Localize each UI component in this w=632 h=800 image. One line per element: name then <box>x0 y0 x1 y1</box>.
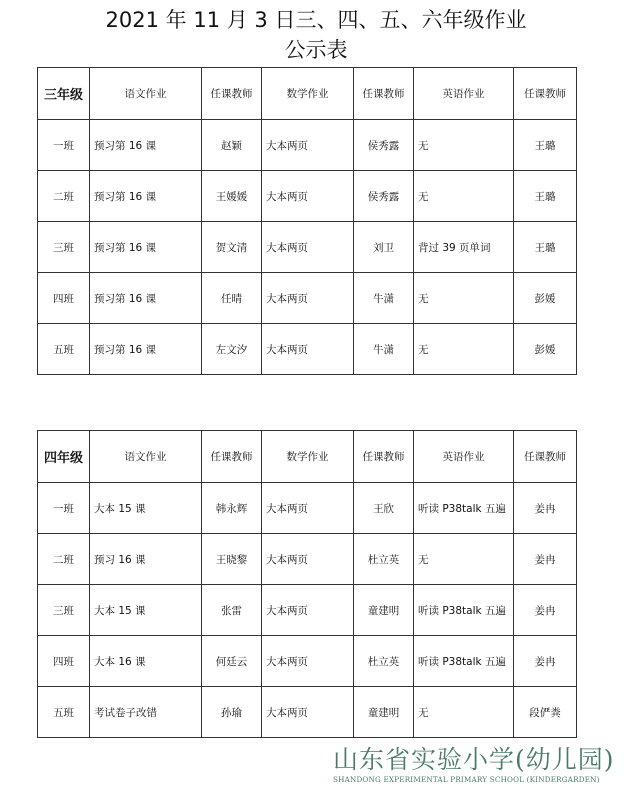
page-subtitle: 公示表 <box>284 38 348 62</box>
chinese-homework-cell: 预习第 16 课 <box>90 120 202 171</box>
english-homework-cell: 无 <box>414 324 514 375</box>
grade3-table <box>37 67 577 375</box>
table-row <box>38 273 577 324</box>
chinese-homework-cell: 大本 16 课 <box>90 636 202 687</box>
teacher-cell: 姜冉 <box>514 483 577 534</box>
teacher-cell: 彭媛 <box>514 273 577 324</box>
class-cell: 一班 <box>38 483 90 534</box>
class-cell: 二班 <box>38 534 90 585</box>
table-row <box>38 534 577 585</box>
header-teacher: 任课教师 <box>354 431 414 483</box>
header-teacher: 任课教师 <box>354 68 414 120</box>
chinese-homework-cell: 预习 16 课 <box>90 534 202 585</box>
teacher-cell: 杜立英 <box>354 636 414 687</box>
table-row <box>38 222 577 273</box>
teacher-cell: 姜冉 <box>514 534 577 585</box>
table-row <box>38 120 577 171</box>
table-row <box>38 687 577 738</box>
teacher-cell: 王媛媛 <box>202 171 262 222</box>
header-english-homework: 英语作业 <box>414 431 514 483</box>
teacher-cell: 王璐 <box>514 222 577 273</box>
teacher-cell: 牛潇 <box>354 324 414 375</box>
class-cell: 三班 <box>38 585 90 636</box>
teacher-cell: 何廷云 <box>202 636 262 687</box>
english-homework-cell: 无 <box>414 171 514 222</box>
teacher-cell: 孙瑜 <box>202 687 262 738</box>
class-cell: 一班 <box>38 120 90 171</box>
grade-label: 四年级 <box>38 431 90 483</box>
table-row <box>38 324 577 375</box>
math-homework-cell: 大本两页 <box>262 687 354 738</box>
english-homework-cell: 听读 P38talk 五遍 <box>414 585 514 636</box>
chinese-homework-cell: 大本 15 课 <box>90 483 202 534</box>
header-teacher: 任课教师 <box>202 431 262 483</box>
teacher-cell: 彭媛 <box>514 324 577 375</box>
page-title: 2021 年 11 月 3 日三、四、五、六年级作业 <box>105 8 527 32</box>
table-row <box>38 483 577 534</box>
school-name-english: SHANDONG EXPERIMENTAL PRIMARY SCHOOL (KINDERGARDEN) <box>333 775 600 784</box>
header-chinese-homework: 语文作业 <box>90 68 202 120</box>
teacher-cell: 侯秀露 <box>354 171 414 222</box>
teacher-cell: 王晓黎 <box>202 534 262 585</box>
math-homework-cell: 大本两页 <box>262 171 354 222</box>
teacher-cell: 张雷 <box>202 585 262 636</box>
teacher-cell: 王璐 <box>514 171 577 222</box>
teacher-cell: 牛潇 <box>354 273 414 324</box>
teacher-cell: 韩永辉 <box>202 483 262 534</box>
table-row <box>38 585 577 636</box>
math-homework-cell: 大本两页 <box>262 534 354 585</box>
teacher-cell: 童建明 <box>354 585 414 636</box>
table-header-row <box>38 68 577 120</box>
school-name-chinese: 山东省实验小学(幼儿园) <box>333 745 615 774</box>
chinese-homework-cell: 考试卷子改错 <box>90 687 202 738</box>
header-math-homework: 数学作业 <box>262 431 354 483</box>
english-homework-cell: 无 <box>414 534 514 585</box>
header-teacher: 任课教师 <box>514 431 577 483</box>
table-header-row <box>38 431 577 483</box>
math-homework-cell: 大本两页 <box>262 120 354 171</box>
teacher-cell: 杜立英 <box>354 534 414 585</box>
english-homework-cell: 无 <box>414 687 514 738</box>
class-cell: 四班 <box>38 273 90 324</box>
chinese-homework-cell: 预习第 16 课 <box>90 222 202 273</box>
grade4-table <box>37 430 577 738</box>
chinese-homework-cell: 预习第 16 课 <box>90 324 202 375</box>
teacher-cell: 刘卫 <box>354 222 414 273</box>
math-homework-cell: 大本两页 <box>262 483 354 534</box>
class-cell: 五班 <box>38 324 90 375</box>
english-homework-cell: 无 <box>414 273 514 324</box>
english-homework-cell: 听读 P38talk 五遍 <box>414 483 514 534</box>
grade-label: 三年级 <box>38 68 90 120</box>
header-teacher: 任课教师 <box>202 68 262 120</box>
teacher-cell: 赵颖 <box>202 120 262 171</box>
chinese-homework-cell: 大本 15 课 <box>90 585 202 636</box>
chinese-homework-cell: 预习第 16 课 <box>90 171 202 222</box>
teacher-cell: 童建明 <box>354 687 414 738</box>
teacher-cell: 左文汐 <box>202 324 262 375</box>
header-teacher: 任课教师 <box>514 68 577 120</box>
school-logo-watermark <box>333 745 623 785</box>
math-homework-cell: 大本两页 <box>262 222 354 273</box>
class-cell: 三班 <box>38 222 90 273</box>
teacher-cell: 王欣 <box>354 483 414 534</box>
chinese-homework-cell: 预习第 16 课 <box>90 273 202 324</box>
math-homework-cell: 大本两页 <box>262 636 354 687</box>
class-cell: 五班 <box>38 687 90 738</box>
class-cell: 二班 <box>38 171 90 222</box>
math-homework-cell: 大本两页 <box>262 585 354 636</box>
english-homework-cell: 背过 39 页单词 <box>414 222 514 273</box>
teacher-cell: 段俨粪 <box>514 687 577 738</box>
teacher-cell: 任晴 <box>202 273 262 324</box>
teacher-cell: 贺文清 <box>202 222 262 273</box>
english-homework-cell: 无 <box>414 120 514 171</box>
header-math-homework: 数学作业 <box>262 68 354 120</box>
table-row <box>38 171 577 222</box>
math-homework-cell: 大本两页 <box>262 273 354 324</box>
teacher-cell: 姜冉 <box>514 585 577 636</box>
header-chinese-homework: 语文作业 <box>90 431 202 483</box>
header-english-homework: 英语作业 <box>414 68 514 120</box>
teacher-cell: 姜冉 <box>514 636 577 687</box>
english-homework-cell: 听读 P38talk 五遍 <box>414 636 514 687</box>
math-homework-cell: 大本两页 <box>262 324 354 375</box>
class-cell: 四班 <box>38 636 90 687</box>
teacher-cell: 侯秀露 <box>354 120 414 171</box>
teacher-cell: 王璐 <box>514 120 577 171</box>
table-row <box>38 636 577 687</box>
